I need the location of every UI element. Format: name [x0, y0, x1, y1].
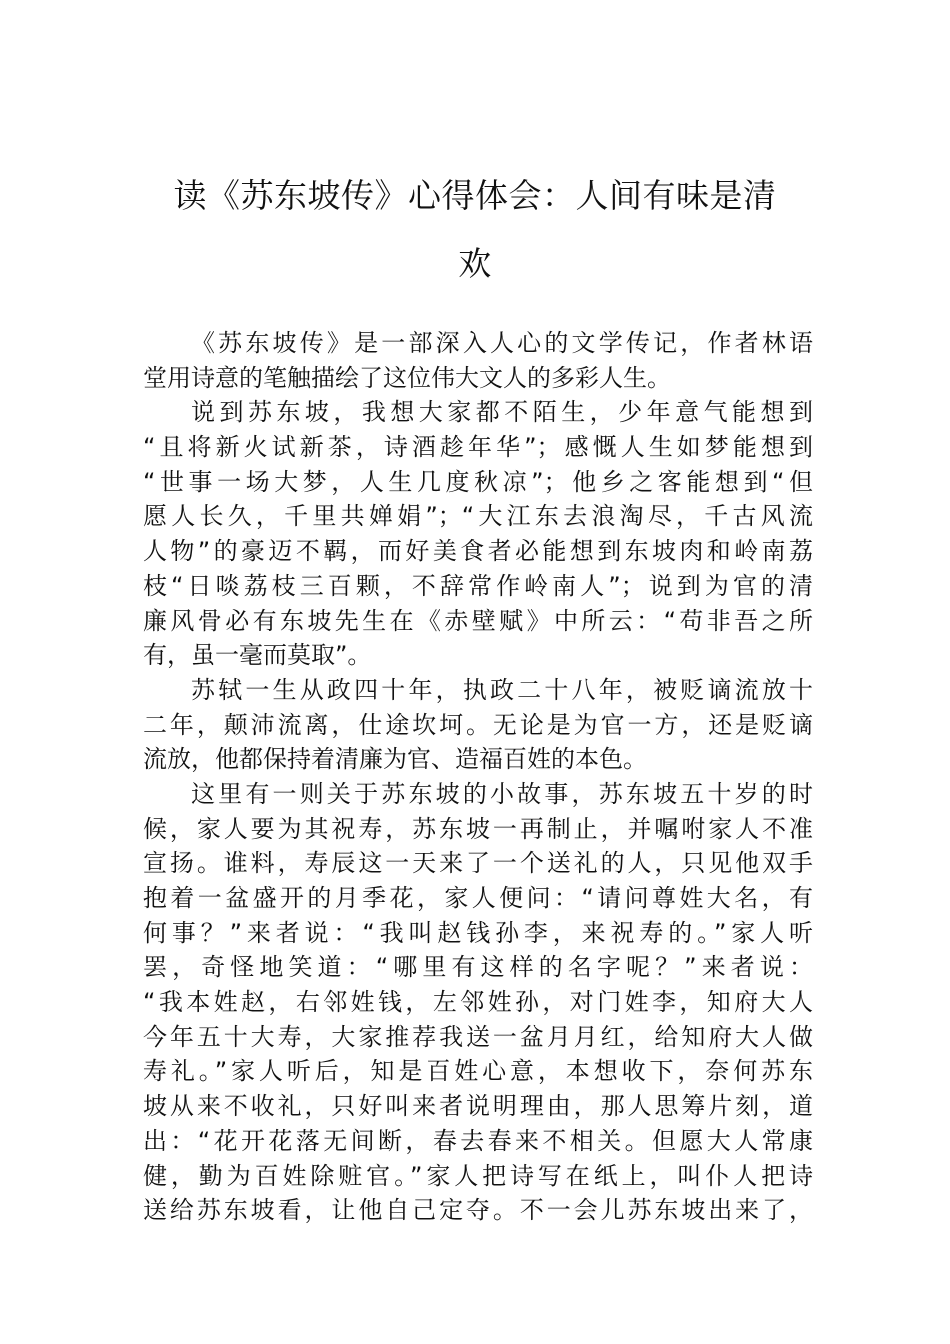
paragraph-line: 枝“日啖荔枝三百颗，不辞常作岭南人”；说到为官的清	[143, 571, 813, 600]
paragraph-line: 二年，颠沛流离，仕途坎坷。无论是为官一方，还是贬谪	[143, 710, 813, 739]
paragraph-line: 人物”的豪迈不羁，而好美食者必能想到东坡肉和岭南荔	[143, 537, 813, 566]
paragraph-line: 说到苏东坡，我想大家都不陌生，少年意气能想到	[191, 398, 813, 427]
paragraph-line: 抱着一盆盛开的月季花，家人便问：“请问尊姓大名，有	[143, 884, 813, 912]
document-title	[130, 162, 820, 298]
paragraph-line: 坡从来不收礼，只好叫来者说明理由，那人思筹片刻，道	[143, 1092, 813, 1121]
paragraph-line: 罢，奇怪地笑道：“哪里有这样的名字呢？”来者说：	[143, 953, 813, 982]
document-body	[143, 326, 813, 1228]
paragraph-line: 堂用诗意的笔触描绘了这位伟大文人的多彩人生。	[143, 363, 671, 392]
paragraph-line: 健，勤为百姓除赃官。”家人把诗写在纸上，叫仆人把诗	[143, 1161, 813, 1190]
paragraph-line: “世事一场大梦，人生几度秋凉”；他乡之客能想到“但	[143, 467, 813, 496]
paragraph-line: 流放，他都保持着清廉为官、造福百姓的本色。	[143, 745, 647, 774]
paragraph-line: “且将新火试新茶，诗酒趁年华”；感慨人生如梦能想到	[143, 433, 813, 462]
paragraph-line: 廉风骨必有东坡先生在《赤壁赋》中所云：“苟非吾之所	[143, 606, 813, 635]
paragraph-line: 候，家人要为其祝寿，苏东坡一再制止，并嘱咐家人不准	[143, 814, 813, 843]
paragraph-line: 愿人长久，千里共婵娟”；“大江东去浪淘尽，千古风流	[143, 502, 813, 531]
paragraph-line: 有，虽一毫而莫取”。	[143, 641, 372, 670]
paragraph-line: “我本姓赵，右邻姓钱，左邻姓孙，对门姓李，知府大人	[143, 988, 813, 1017]
paragraph-line: 何事？”来者说：“我叫赵钱孙李，来祝寿的。”家人听	[143, 918, 813, 947]
title-line: 读《苏东坡传》心得体会：人间有味是清	[173, 176, 777, 215]
paragraph-line: 《苏东坡传》是一部深入人心的文学传记，作者林语	[191, 329, 813, 357]
paragraph-line: 苏轼一生从政四十年，执政二十八年，被贬谪流放十	[191, 675, 813, 704]
paragraph-line: 这里有一则关于苏东坡的小故事，苏东坡五十岁的时	[191, 779, 813, 808]
title-line: 欢	[458, 244, 492, 283]
paragraph-line: 宣扬。谁料，寿辰这一天来了一个送礼的人，只见他双手	[143, 849, 813, 878]
paragraph-line: 出：“花开花落无间断，春去春来不相关。但愿大人常康	[143, 1126, 813, 1155]
paragraph-line: 今年五十大寿，大家推荐我送一盆月月红，给知府大人做	[143, 1022, 813, 1051]
paragraph-line: 寿礼。”家人听后，知是百姓心意，本想收下，奈何苏东	[143, 1057, 813, 1086]
paragraph-line: 送给苏东坡看，让他自己定夺。不一会儿苏东坡出来了，	[143, 1196, 813, 1225]
